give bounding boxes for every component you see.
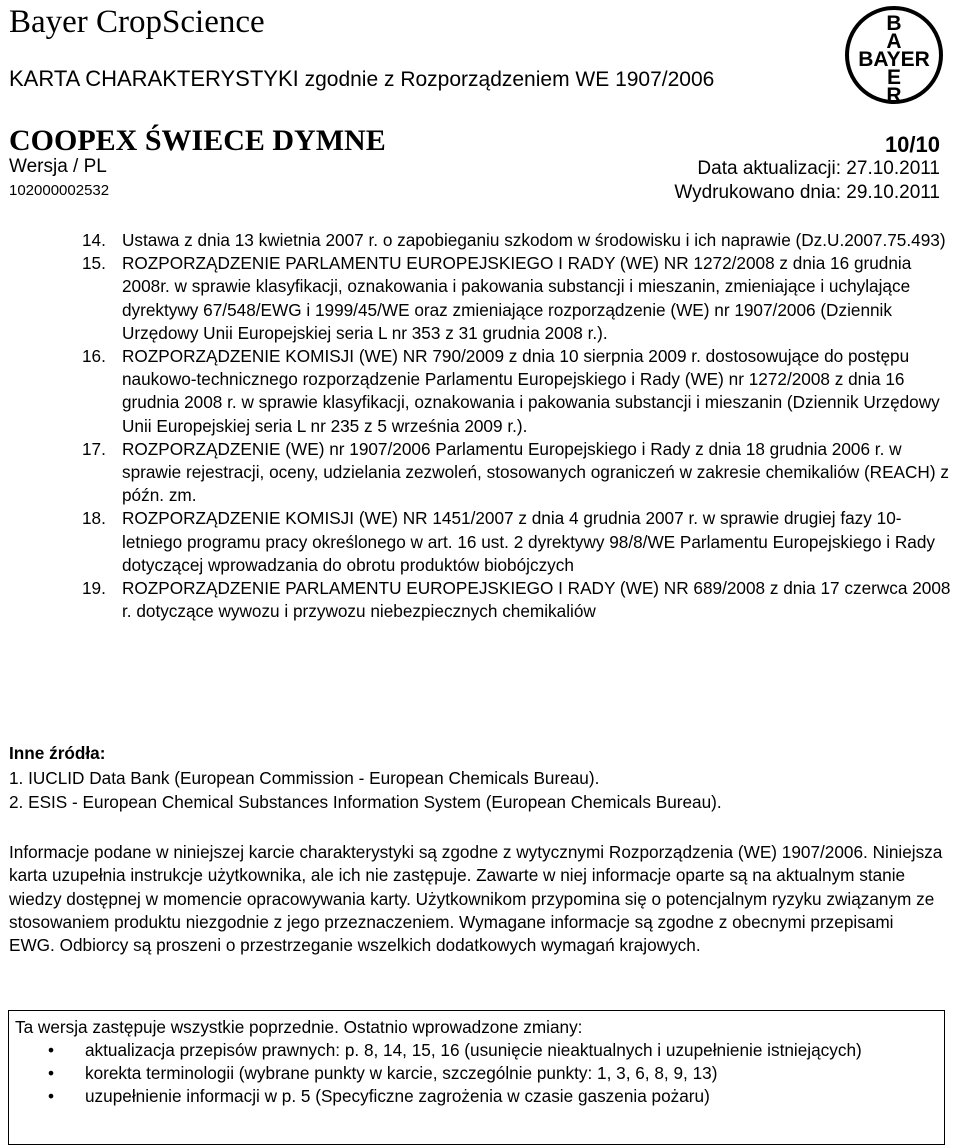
item-number: 19. bbox=[82, 578, 106, 599]
list-item: 1. IUCLID Data Bank (European Commission - European Chemicals Bureau). bbox=[9, 768, 600, 788]
logo-letter-r: R bbox=[886, 84, 902, 105]
item-text: ROZPORZĄDZENIE KOMISJI (WE) NR 790/2009 z dnia 10 sierpnia 2009 r. dostosowujące do postępu naukowo-technicznego rozporządzenie Parlamentu Europejskiego i Rady (WE) nr 1272/2008 z dnia 16 grudnia 2008 r. w sprawie klasyfikacji, oznakowania i pakowania substancji i mieszanin (Dziennik Urzędowy Unii Europejskiej seria L nr 235 z 5 września 2009 r.). bbox=[122, 346, 940, 436]
list-item: 2. ESIS - European Chemical Substances Information System (European Chemicals Bureau). bbox=[9, 791, 722, 812]
list-item bbox=[82, 577, 952, 623]
list-item bbox=[82, 345, 952, 438]
page-number: 10/10 bbox=[884, 132, 940, 157]
version-label: Wersja / PL bbox=[9, 156, 107, 177]
update-date: Data aktualizacji: 27.10.2011 bbox=[697, 158, 940, 179]
list-item bbox=[82, 252, 952, 345]
change-text: korekta terminologii (wybrane punkty w karcie, szczególnie punkty: 1, 3, 6, 8, 9, 13) bbox=[85, 1063, 718, 1083]
bullet-icon: • bbox=[48, 1086, 55, 1106]
other-sources-heading: Inne źródła: bbox=[9, 743, 106, 763]
item-text: ROZPORZĄDZENIE (WE) nr 1907/2006 Parlamentu Europejskiego i Rady z dnia 18 grudnia 2006 r. w sprawie rejestracji, oceny, udzielania zezwoleń, stosowanych ograniczeń w zakresie chemikaliów (REACH) z późn. zm. bbox=[122, 438, 949, 506]
other-sources-list bbox=[9, 767, 722, 814]
list-item bbox=[15, 1039, 938, 1062]
item-number: 15. bbox=[82, 253, 106, 274]
item-number: 18. bbox=[82, 508, 106, 529]
sheet-title-regulation: zgodnie z Rozporządzeniem WE 1907/2006 bbox=[298, 68, 715, 91]
change-text: uzupełnienie informacji w p. 5 (Specyficzne zagrożenia w czasie gaszenia pożaru) bbox=[85, 1086, 710, 1106]
item-text: Ustawa z dnia 13 kwietnia 2007 r. o zapobieganiu szkodom w środowisku i ich naprawie (Dz.U.2007.75.493) bbox=[122, 230, 946, 250]
item-number: 16. bbox=[82, 346, 106, 367]
logo-word-bayer: BAYER bbox=[858, 48, 930, 71]
logo-letter-a: A bbox=[886, 30, 902, 53]
company-name: Bayer CropScience bbox=[9, 4, 265, 40]
logo-letter-b: B bbox=[886, 12, 902, 35]
revision-changes-box bbox=[8, 1010, 945, 1145]
product-name: COOPEX ŚWIECE DYMNE bbox=[9, 124, 386, 157]
list-item bbox=[15, 1062, 938, 1085]
item-number: 14. bbox=[82, 230, 106, 250]
sheet-title-main: KARTA CHARAKTERYSTYKI bbox=[9, 66, 299, 91]
sheet-title bbox=[9, 64, 714, 95]
item-text: ROZPORZĄDZENIE PARLAMENTU EUROPEJSKIEGO I RADY (WE) NR 1272/2008 z dnia 16 grudnia 2008r. w sprawie klasyfikacji, oznakowania i pakowania substancji i mieszanin, zmieniające i uchylające dyrektywy 67/548/EWG i 1999/45/WE oraz zmieniające rozporządzenie (WE) nr 1907/2006 (Dziennik Urzędowy Unii Europejskiej seria L nr 353 z 31 grudnia 2008 r.). bbox=[122, 253, 912, 343]
disclaimer-paragraph: Informacje podane w niniejszej karcie charakterystyki są zgodne z wytycznymi Rozporządzenia (WE) 1907/2006. Niniejsza karta uzupełnia instrukcje użytkownika, ale ich nie zastępuje. Zawarte w niej informacje oparte są na aktualnym stanie wiedzy dostępnej w momencie opracowywania karty. Użytkownikom przypomina się o potencjalnym ryzyku związanym ze stosowaniem produktu niezgodnie z jego przeznaczeniem. Wymagane informacje są zgodne z obecnymi przepisami EWG. Odbiorcy są proszeni o przestrzeganie wszelkich dodatkowych wymagań krajowych. bbox=[9, 842, 943, 956]
item-text: ROZPORZĄDZENIE PARLAMENTU EUROPEJSKIEGO I RADY (WE) NR 689/2008 z dnia 17 czerwca 2008 r. dotyczące wywozu i przywozu niebezpiecznych chemikaliów bbox=[122, 578, 951, 622]
item-number: 17. bbox=[82, 438, 106, 459]
bullet-icon: • bbox=[48, 1063, 55, 1083]
logo-letter-e: E bbox=[886, 66, 902, 89]
bayer-cross-logo bbox=[835, 5, 953, 105]
changes-list bbox=[15, 1039, 938, 1108]
list-item bbox=[82, 438, 952, 508]
list-item bbox=[82, 507, 952, 577]
item-text: ROZPORZĄDZENIE KOMISJI (WE) NR 1451/2007 z dnia 4 grudnia 2007 r. w sprawie drugiej fazy 10-letniego programu pracy określonego w art. 16 ust. 2 dyrektywy 98/8/WE Parlamentu Europejskiego i Rady dotyczącej wprowadzania do obrotu produktów biobójczych bbox=[122, 508, 935, 575]
print-date: Wydrukowano dnia: 29.10.2011 bbox=[674, 182, 940, 203]
changes-intro: Ta wersja zastępuje wszystkie poprzednie. Ostatnio wprowadzone zmiany: bbox=[15, 1017, 583, 1037]
bullet-icon: • bbox=[48, 1040, 55, 1060]
list-item bbox=[15, 1085, 938, 1108]
change-text: aktualizacja przepisów prawnych: p. 8, 14, 15, 16 (usunięcie nieaktualnych i uzupełnienie istniejących) bbox=[85, 1040, 862, 1060]
document-number: 102000002532 bbox=[9, 182, 110, 199]
legal-references-list bbox=[82, 229, 952, 623]
list-item bbox=[82, 229, 952, 252]
